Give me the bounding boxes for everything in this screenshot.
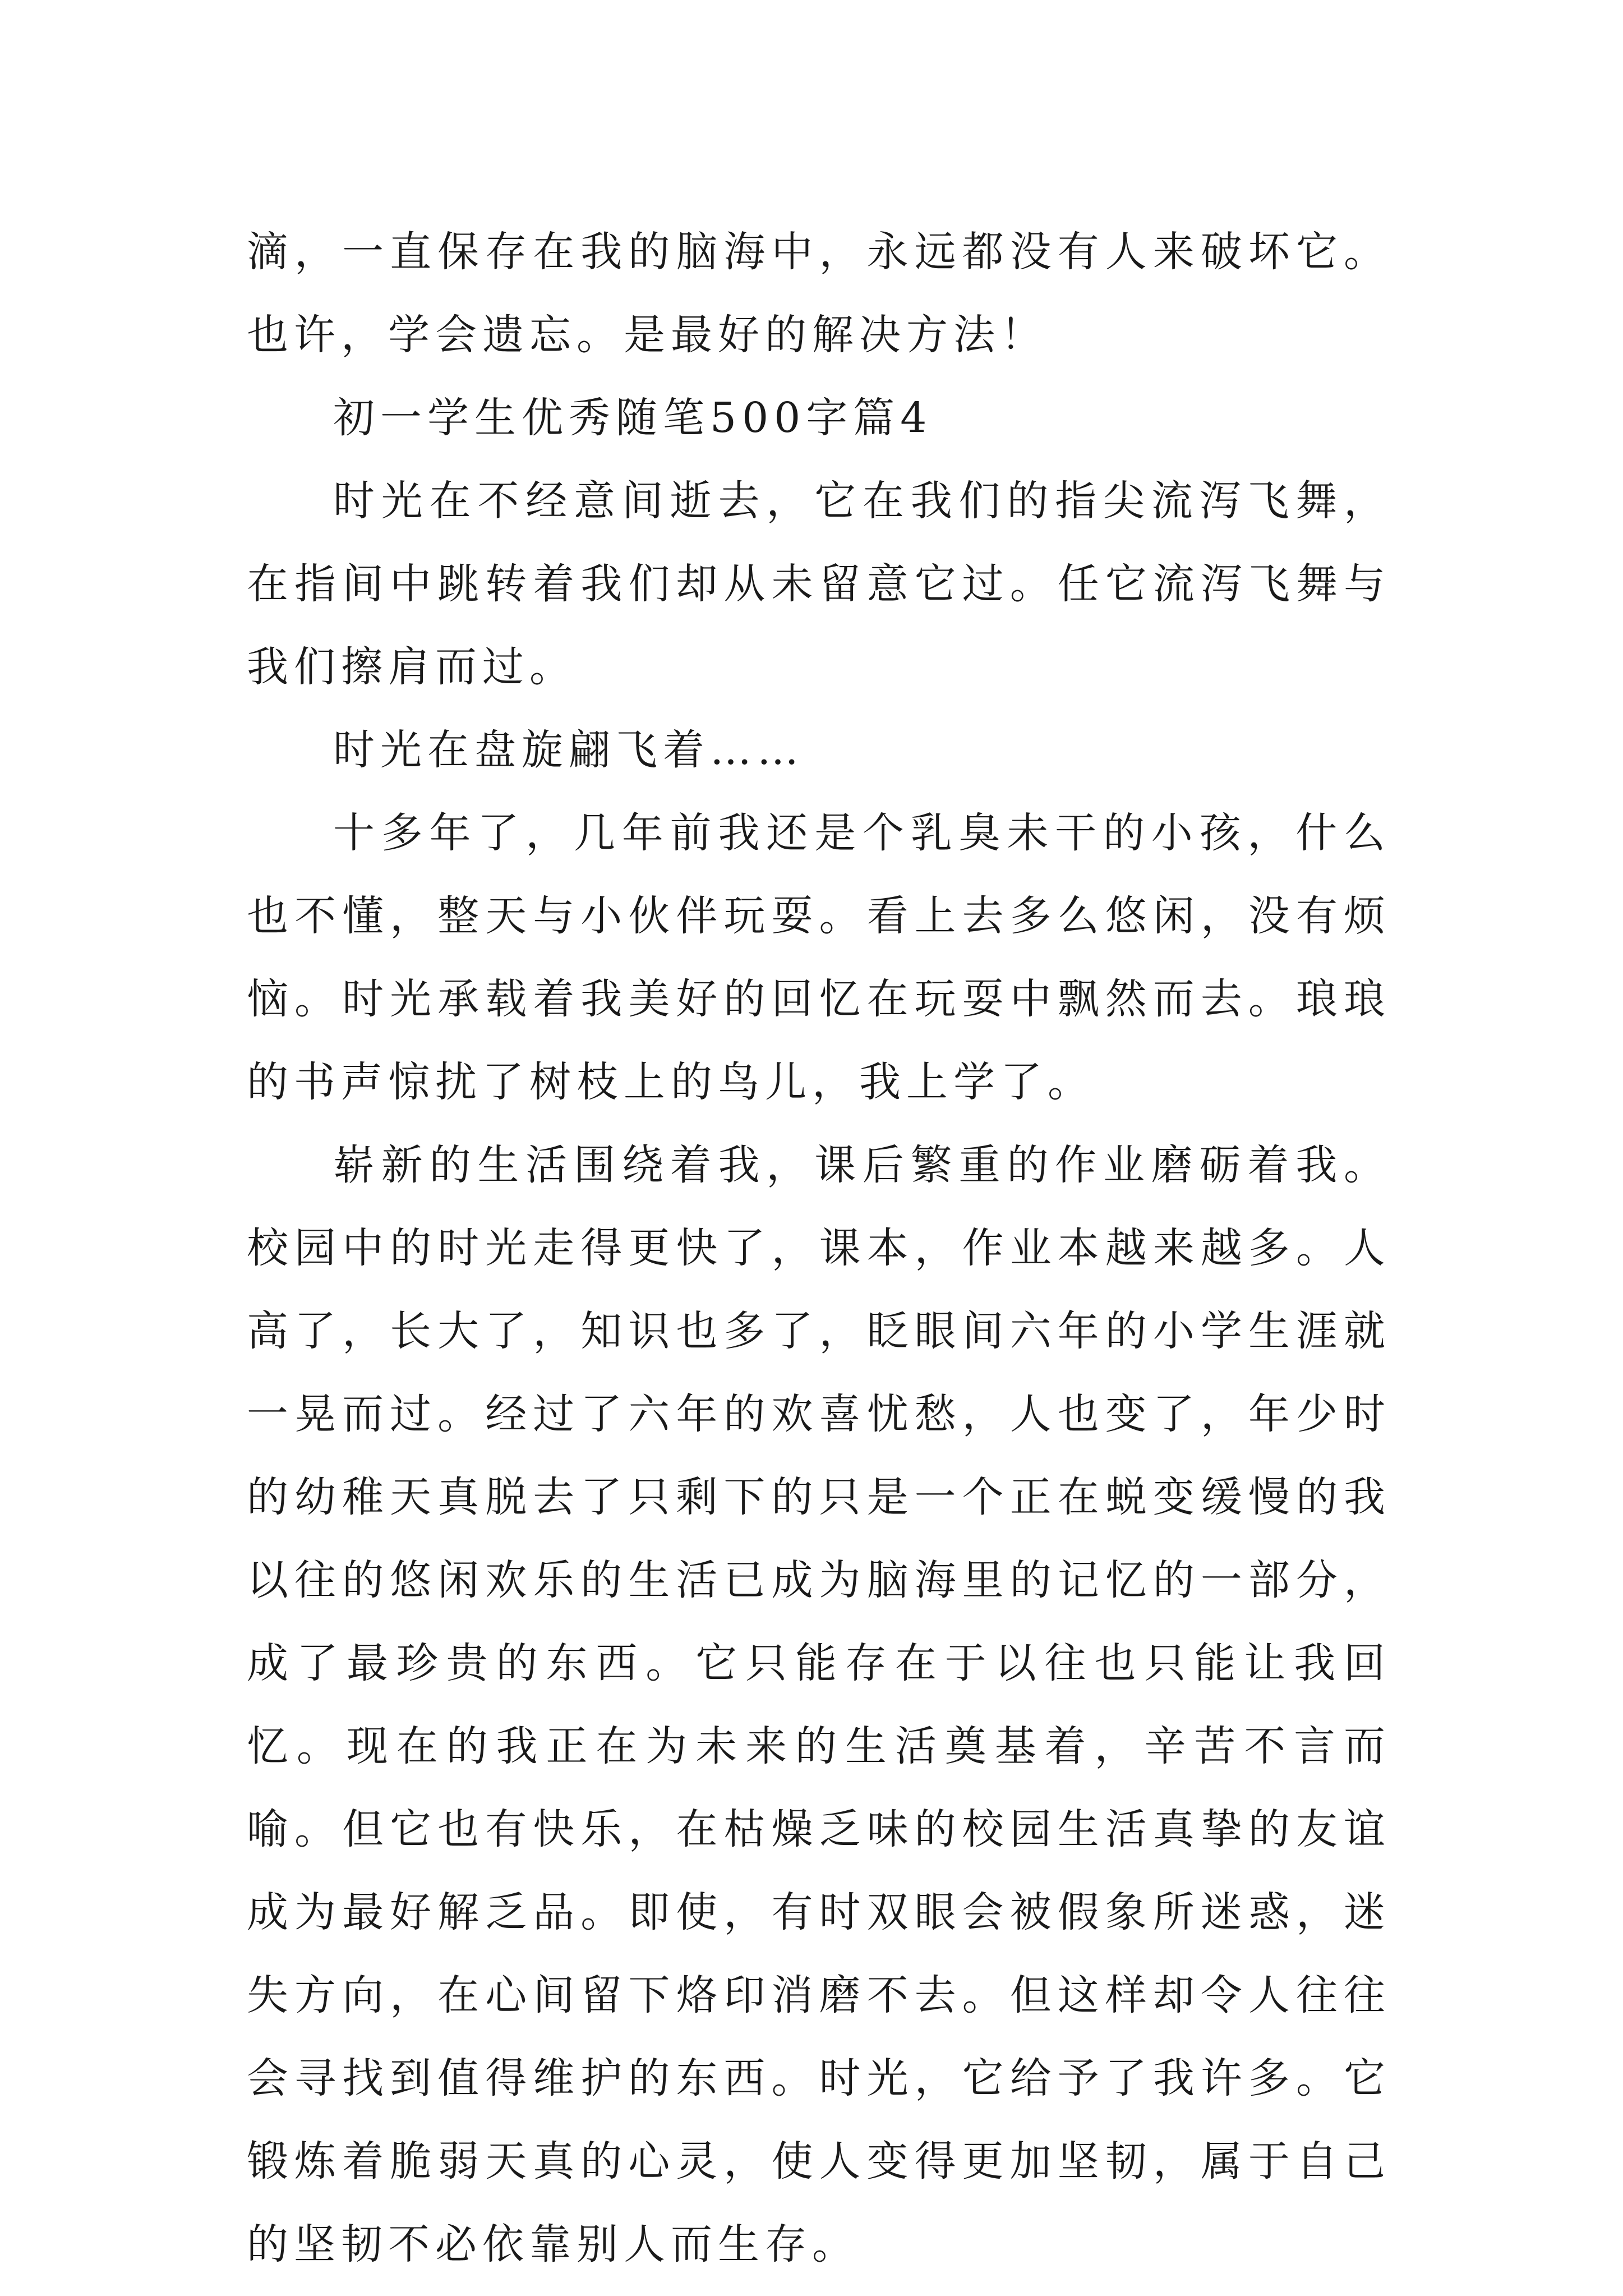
section-heading: 初一学生优秀随笔500字篇4 [333,394,933,442]
paragraph: 崭新的生活围绕着我，课后繁重的作业磨砺着我。校园中的时光走得更快了，课本，作业本越来越多。人高了，长大了，知识也多了，眨眼间六年的小学生涯就一晃而过。经过了六年的欢喜忧愁，人也变了，年少时的幼稚天真脱去了只剩下的只是一个正在蜕变缓慢的我以往的悠闲欢乐的生活已成为脑海里的记忆的一部分，成了最珍贵的东西。它只能存在于以往也只能让我回忆。现在的我正在为未来的生活奠基着，辛苦不言而喻。但它也有快乐，在枯燥乏味的校园生活真挚的友谊成为最好解乏品。即使，有时双眼会被假象所迷惑，迷失方向，在心间留下烙印消磨不去。但这样却令人往往会寻找到值得维护的东西。时光，它给予了我许多。它锻炼着脆弱天真的心灵，使人变得更加坚韧，属于自己的坚韧不必依靠别人而生存。 [247,1141,1391,2269]
paragraph: 十多年了，几年前我还是个乳臭未干的小孩，什么也不懂，整天与小伙伴玩耍。看上去多么悠闲，没有烦恼。时光承载着我美好的回忆在玩耍中飘然而去。琅琅的书声惊扰了树枝上的鸟儿，我上学了。 [247,809,1391,1106]
paragraph: 时光在不经意间逝去，它在我们的指尖流泻飞舞，在指间中跳转着我们却从未留意它过。任它流泻飞舞与我们擦肩而过。 [247,477,1391,691]
paragraph-continuation: 滴，一直保存在我的脑海中，永远都没有人来破坏它。也许，学会遗忘。是最好的解决方法！ [247,228,1391,359]
document-body [247,210,1391,2286]
paragraph: 时光在盘旋翩飞着…… [333,726,804,774]
